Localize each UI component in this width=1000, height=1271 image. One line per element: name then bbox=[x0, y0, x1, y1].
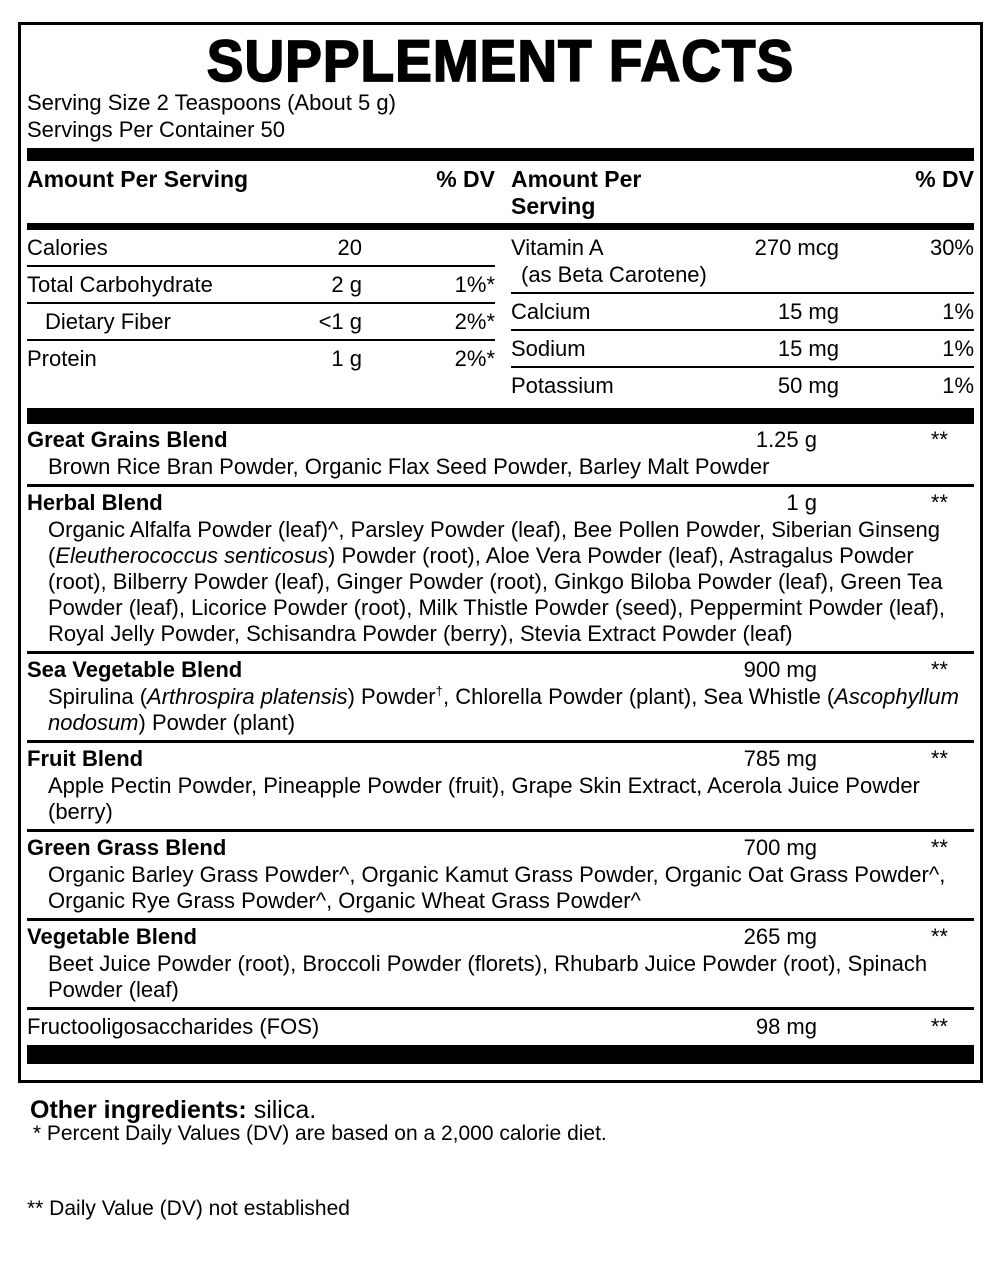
blend-herbal bbox=[27, 484, 974, 647]
blend-list bbox=[27, 424, 974, 1045]
nutrient-row-total-carbohydrate bbox=[27, 267, 495, 304]
blend-name: Vegetable Blend bbox=[27, 924, 197, 949]
spacer bbox=[719, 166, 839, 220]
row-fructooligosaccharides bbox=[27, 1007, 974, 1045]
ingredient-amount: 98 mg bbox=[755, 1014, 817, 1039]
blend-vegetable bbox=[27, 918, 974, 1003]
other-ingredients-line bbox=[30, 1095, 316, 1125]
blend-name: Sea Vegetable Blend bbox=[27, 657, 243, 682]
nutrient-amount: 20 bbox=[337, 235, 362, 260]
divider-bar-header bbox=[27, 223, 974, 230]
nutrient-dv bbox=[362, 234, 495, 261]
ingredient-name: Fructooligosaccharides (FOS) bbox=[27, 1014, 320, 1039]
blend-dv: ** bbox=[930, 746, 948, 771]
nutrient-name: Dietary Fiber bbox=[45, 309, 171, 334]
blend-fruit bbox=[27, 740, 974, 825]
blend-ingredients: Organic Alfalfa Powder (leaf)^, Parsley Powder (leaf), Bee Pollen Powder, Siberian Ginseng (Eleutherococcus senticosus) Powder (root), Aloe Vera Powder (leaf), Astragalus Powder (root), Bilberry Powder (leaf), Ginger Powder (root), Ginkgo Biloba Powder (leaf), Green Tea Powder (leaf), Licorice Powder (root), Milk Thistle Powder (seed), Peppermint Powder (leaf), Royal Jelly Powder, Schisandra Powder (berry), Stevia Extract Powder (leaf) bbox=[48, 517, 946, 646]
nutrient-row-potassium bbox=[511, 368, 974, 403]
nutrient-amount: 270 mcg bbox=[754, 235, 839, 260]
blend-amount: 1.25 g bbox=[755, 427, 817, 452]
blend-header-row bbox=[27, 832, 974, 861]
nutrient-name: Calcium bbox=[511, 299, 591, 324]
blend-ingredients: Organic Barley Grass Powder^, Organic Kamut Grass Powder, Organic Oat Grass Powder^, Organic Rye Grass Powder^, Organic Wheat Grass Powder^ bbox=[48, 862, 946, 913]
nutrient-row-protein bbox=[27, 341, 495, 376]
nutrient-name: Sodium bbox=[511, 336, 586, 361]
blend-name: Herbal Blend bbox=[27, 490, 163, 515]
amount-per-serving-header: Amount Per Serving bbox=[511, 166, 642, 219]
dv-header: % DV bbox=[915, 166, 974, 192]
amount-per-serving-header: Amount Per Serving bbox=[27, 166, 249, 192]
column-header-right bbox=[511, 161, 974, 223]
divider-bar-blends bbox=[27, 408, 974, 424]
blend-dv: ** bbox=[930, 427, 948, 452]
nutrient-name bbox=[511, 234, 719, 288]
blend-dv: ** bbox=[930, 490, 948, 515]
nutrient-row-dietary-fiber bbox=[27, 304, 495, 341]
blend-sea-vegetable bbox=[27, 651, 974, 736]
nutrient-name: Calories bbox=[27, 235, 108, 260]
divider-bar-footnotes bbox=[27, 1045, 974, 1064]
footnote-dv-not-established: ** Daily Value (DV) not established bbox=[27, 1197, 350, 1220]
nutrient-dv: 1%* bbox=[454, 272, 495, 297]
other-ingredients-label: Other ingredients: bbox=[30, 1096, 247, 1124]
blend-green-grass bbox=[27, 829, 974, 914]
nutrient-amount: <1 g bbox=[318, 309, 362, 334]
blend-dv: ** bbox=[930, 657, 948, 682]
blend-amount: 785 mg bbox=[743, 746, 817, 771]
nutrient-row-sodium bbox=[511, 331, 974, 368]
nutrient-table-left bbox=[27, 230, 495, 403]
blend-name: Great Grains Blend bbox=[27, 427, 228, 452]
other-ingredients-value: silica. bbox=[253, 1096, 317, 1124]
dv-header: % DV bbox=[436, 166, 495, 192]
blend-header-row bbox=[27, 654, 974, 683]
nutrient-dv: 2%* bbox=[454, 309, 495, 334]
standalone-row bbox=[27, 1010, 974, 1045]
blend-amount: 265 mg bbox=[743, 924, 817, 949]
nutrient-name-sub: (as Beta Carotene) bbox=[521, 262, 707, 287]
column-header-left bbox=[27, 161, 495, 223]
nutrient-amount: 15 mg bbox=[777, 299, 839, 324]
blend-dv: ** bbox=[930, 835, 948, 860]
blend-ingredients: Beet Juice Powder (root), Broccoli Powder (florets), Rhubarb Juice Powder (root), Spinach Powder (leaf) bbox=[48, 951, 928, 1002]
blend-header-row bbox=[27, 743, 974, 772]
blend-ingredients: Apple Pectin Powder, Pineapple Powder (fruit), Grape Skin Extract, Acerola Juice Powder (berry) bbox=[48, 773, 920, 824]
blend-ingredients: Spirulina (Arthrospira platensis) Powder†, Chlorella Powder (plant), Sea Whistle (Ascophyllum nodosum) Powder (plant) bbox=[48, 683, 959, 735]
servings-per-container-line: Servings Per Container 50 bbox=[27, 117, 286, 142]
nutrient-row-calcium bbox=[511, 294, 974, 331]
nutrient-tables bbox=[27, 230, 974, 403]
nutrient-dv: 1% bbox=[942, 299, 974, 324]
blend-dv: ** bbox=[930, 924, 948, 949]
blend-great-grains bbox=[27, 424, 974, 480]
nutrient-name: Protein bbox=[27, 346, 97, 371]
nutrient-dv: 1% bbox=[942, 336, 974, 361]
nutrient-amount: 15 mg bbox=[777, 336, 839, 361]
blend-header-row bbox=[27, 487, 974, 516]
blend-header-row bbox=[27, 424, 974, 453]
nutrient-amount: 1 g bbox=[331, 346, 362, 371]
nutrient-row-calories bbox=[27, 230, 495, 267]
nutrient-dv: 1% bbox=[942, 373, 974, 398]
nutrient-name-main: Vitamin A bbox=[511, 235, 604, 260]
nutrient-amount: 2 g bbox=[331, 272, 362, 297]
serving-size-line: Serving Size 2 Teaspoons (About 5 g) bbox=[27, 90, 396, 115]
nutrient-table-right bbox=[511, 230, 974, 403]
blend-name: Fruit Blend bbox=[27, 746, 144, 771]
nutrient-dv: 30% bbox=[929, 235, 974, 260]
nutrient-name: Potassium bbox=[511, 373, 614, 398]
blend-name: Green Grass Blend bbox=[27, 835, 227, 860]
nutrient-amount: 50 mg bbox=[777, 373, 839, 398]
blend-ingredients: Brown Rice Bran Powder, Organic Flax Seed Powder, Barley Malt Powder bbox=[48, 454, 770, 479]
panel-title: SUPPLEMENT FACTS bbox=[206, 27, 795, 94]
spacer bbox=[267, 166, 362, 220]
footnote-dv-basis: * Percent Daily Values (DV) are based on a 2,000 calorie diet. bbox=[27, 1122, 607, 1145]
blend-amount: 700 mg bbox=[743, 835, 817, 860]
blend-amount: 900 mg bbox=[743, 657, 817, 682]
blend-amount: 1 g bbox=[786, 490, 817, 515]
blend-header-row bbox=[27, 921, 974, 950]
nutrient-dv: 2%* bbox=[454, 346, 495, 371]
divider-bar-top bbox=[27, 148, 974, 161]
column-headers bbox=[27, 161, 974, 223]
ingredient-dv: ** bbox=[930, 1014, 948, 1039]
nutrient-row-vitamin-a bbox=[511, 230, 974, 294]
nutrient-name: Total Carbohydrate bbox=[27, 272, 213, 297]
